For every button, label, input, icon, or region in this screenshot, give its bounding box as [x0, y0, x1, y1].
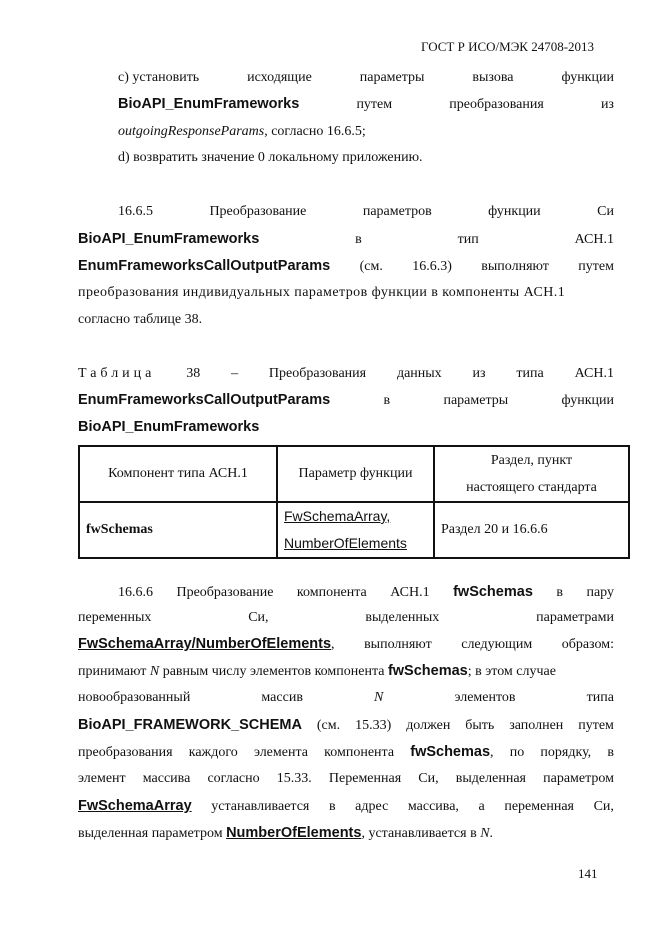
word: параметром	[543, 771, 614, 786]
section-number: 16.6.5	[118, 204, 153, 219]
sec-1665-line-2	[78, 231, 614, 251]
word: Преобразование	[176, 585, 274, 600]
word: параметров	[362, 204, 432, 219]
word: –	[231, 366, 239, 381]
word: путем	[356, 97, 393, 112]
word: должен	[406, 718, 451, 733]
word: (см.	[359, 259, 383, 274]
word: выделенных	[365, 610, 440, 625]
item-c-line-1	[118, 70, 614, 90]
word: порядку,	[540, 745, 592, 760]
word: Си,	[418, 771, 439, 786]
cell-component	[79, 502, 277, 558]
word: элемента	[253, 745, 308, 760]
component-name: fwSchemas	[387, 663, 468, 679]
sec-1666-line-7	[78, 744, 614, 764]
word: массив	[261, 690, 303, 705]
word: пару	[586, 585, 614, 600]
text: , устанавливается в	[361, 826, 481, 841]
word: путем	[578, 259, 614, 274]
text: равным числу элементов компонента	[159, 664, 388, 679]
word: Преобразования	[268, 366, 367, 381]
table-header-row	[79, 446, 629, 502]
word: типа	[586, 690, 614, 705]
word: компонента	[324, 745, 395, 760]
word: ,	[490, 745, 494, 760]
word: выполняют	[364, 637, 432, 652]
word: преобразования	[78, 745, 173, 760]
sec-1666-line-8	[78, 771, 614, 791]
word: в	[383, 393, 391, 408]
text: ; в этом случае	[467, 664, 556, 679]
sec-1665-line-1	[118, 204, 614, 224]
word: переменная	[504, 799, 574, 814]
item-c-line-2	[118, 96, 614, 116]
word: параметрами	[536, 610, 614, 625]
word: функции	[488, 204, 541, 219]
function-name: BioAPI_EnumFrameworks	[118, 96, 300, 112]
page-number: 141	[578, 866, 598, 881]
word: Си,	[593, 799, 614, 814]
section-number: 16.6.6	[118, 585, 153, 600]
word: типа	[516, 366, 544, 381]
word: согласно	[207, 771, 260, 786]
word: данных	[396, 366, 442, 381]
text: , согласно 16.6.5;	[264, 124, 366, 139]
text: выделенная параметром	[78, 826, 227, 841]
word: адрес	[355, 799, 389, 814]
word: Таблица	[78, 366, 156, 381]
type-name: BioAPI_FRAMEWORK_SCHEMA	[78, 717, 302, 733]
word: исходящие	[247, 70, 312, 85]
word: образом:	[561, 637, 614, 652]
table-caption-line-3	[78, 418, 259, 436]
word: новообразованный	[78, 690, 191, 705]
component-name: fwSchemas	[453, 584, 533, 600]
word: АСН.1	[574, 366, 614, 381]
cell-parameter	[277, 502, 434, 558]
word: (см.	[316, 718, 341, 733]
sec-1666-line-5	[78, 690, 614, 710]
function-name: BioAPI_EnumFrameworks	[78, 231, 260, 247]
header-section-line-2: настоящего стандарта	[466, 480, 597, 495]
word: элемент	[78, 771, 126, 786]
word: в	[556, 585, 563, 600]
parameter-link: FwSchemaArray	[78, 798, 192, 814]
word: 15.33)	[355, 718, 392, 733]
word: в	[607, 745, 614, 760]
word: Переменная	[328, 771, 402, 786]
table-caption-line-1	[78, 366, 614, 386]
word: устанавливается	[211, 799, 310, 814]
sec-1665-line-5: согласно таблице 38.	[78, 312, 203, 327]
word: выполняют	[481, 259, 549, 274]
word: переменных	[78, 610, 152, 625]
word: а	[478, 799, 485, 814]
word: заполнен	[509, 718, 564, 733]
word: c) установить	[118, 70, 200, 85]
word: по	[509, 745, 525, 760]
header-section-line-1: Раздел, пункт	[490, 453, 573, 468]
word: преобразования	[449, 97, 544, 112]
type-name: EnumFrameworksCallOutputParams	[78, 258, 331, 274]
word: вызова	[472, 70, 514, 85]
item-d: d) возвратить значение 0 локальному приложению.	[118, 150, 423, 165]
word: элементов	[454, 690, 516, 705]
sec-1666-line-9	[78, 798, 614, 818]
sec-1666-line-1	[118, 584, 614, 604]
variable-n: N	[374, 690, 384, 705]
parameter-link: FwSchemaArray,	[284, 508, 391, 524]
type-name: EnumFrameworksCallOutputParams	[78, 392, 331, 408]
word: 15.33.	[276, 771, 312, 786]
component-name: fwSchemas	[410, 744, 491, 760]
word: в	[328, 799, 336, 814]
text: принимают	[78, 664, 150, 679]
word: тип	[457, 232, 479, 247]
sec-1666-line-10	[78, 825, 493, 842]
word: параметры	[359, 70, 425, 85]
word: каждого	[188, 745, 238, 760]
word: функции	[561, 393, 614, 408]
item-c-line-3	[118, 124, 366, 140]
component-name: fwSchemas	[86, 522, 153, 537]
cell-section: Раздел 20 и 16.6.6	[434, 502, 629, 558]
word: функции	[561, 70, 614, 85]
word: в	[355, 232, 362, 247]
header-cell-section	[434, 446, 629, 502]
word: АСН.1	[390, 585, 430, 600]
word: массива,	[407, 799, 459, 814]
document-code: ГОСТ Р ИСО/МЭК 24708-2013	[421, 39, 595, 54]
variable-n: N	[480, 826, 490, 841]
sec-1665-line-3	[78, 258, 614, 278]
word: путем	[578, 718, 614, 733]
word: выделенная	[455, 771, 526, 786]
word: параметры	[443, 393, 509, 408]
sec-1666-line-3	[78, 636, 614, 656]
parameter-link: FwSchemaArray/NumberOfElements	[78, 636, 332, 652]
function-name: BioAPI_EnumFrameworks	[78, 419, 260, 435]
parameter-name: outgoingResponseParams	[118, 124, 265, 139]
sec-1665-line-4: преобразования индивидуальных параметров функции в компоненты АСН.1	[78, 285, 566, 300]
word: 38	[186, 366, 201, 381]
variable-n: N	[149, 664, 160, 679]
table-row	[79, 502, 629, 558]
header-cell-component: Компонент типа АСН.1	[79, 446, 277, 502]
word: массива	[142, 771, 191, 786]
parameter-link: NumberOfElements	[284, 535, 407, 551]
word: быть	[465, 718, 495, 733]
table-caption-line-2	[78, 392, 614, 412]
word: из	[472, 366, 486, 381]
sec-1666-line-4	[78, 663, 556, 680]
word: ,	[331, 637, 335, 652]
parameter-link: NumberOfElements	[226, 825, 362, 841]
word: компонента	[296, 585, 367, 600]
word: Си,	[248, 610, 269, 625]
word: Преобразование	[209, 204, 307, 219]
sec-1666-line-6	[78, 717, 614, 737]
word: следующим	[461, 637, 533, 652]
sec-1666-line-2	[78, 610, 614, 630]
word: 16.6.3)	[412, 259, 452, 274]
word: из	[600, 97, 614, 112]
table-38	[78, 445, 630, 559]
word: Си	[597, 204, 614, 219]
text: .	[489, 826, 494, 841]
word: АСН.1	[574, 232, 614, 247]
header-cell-parameter: Параметр функции	[277, 446, 434, 502]
